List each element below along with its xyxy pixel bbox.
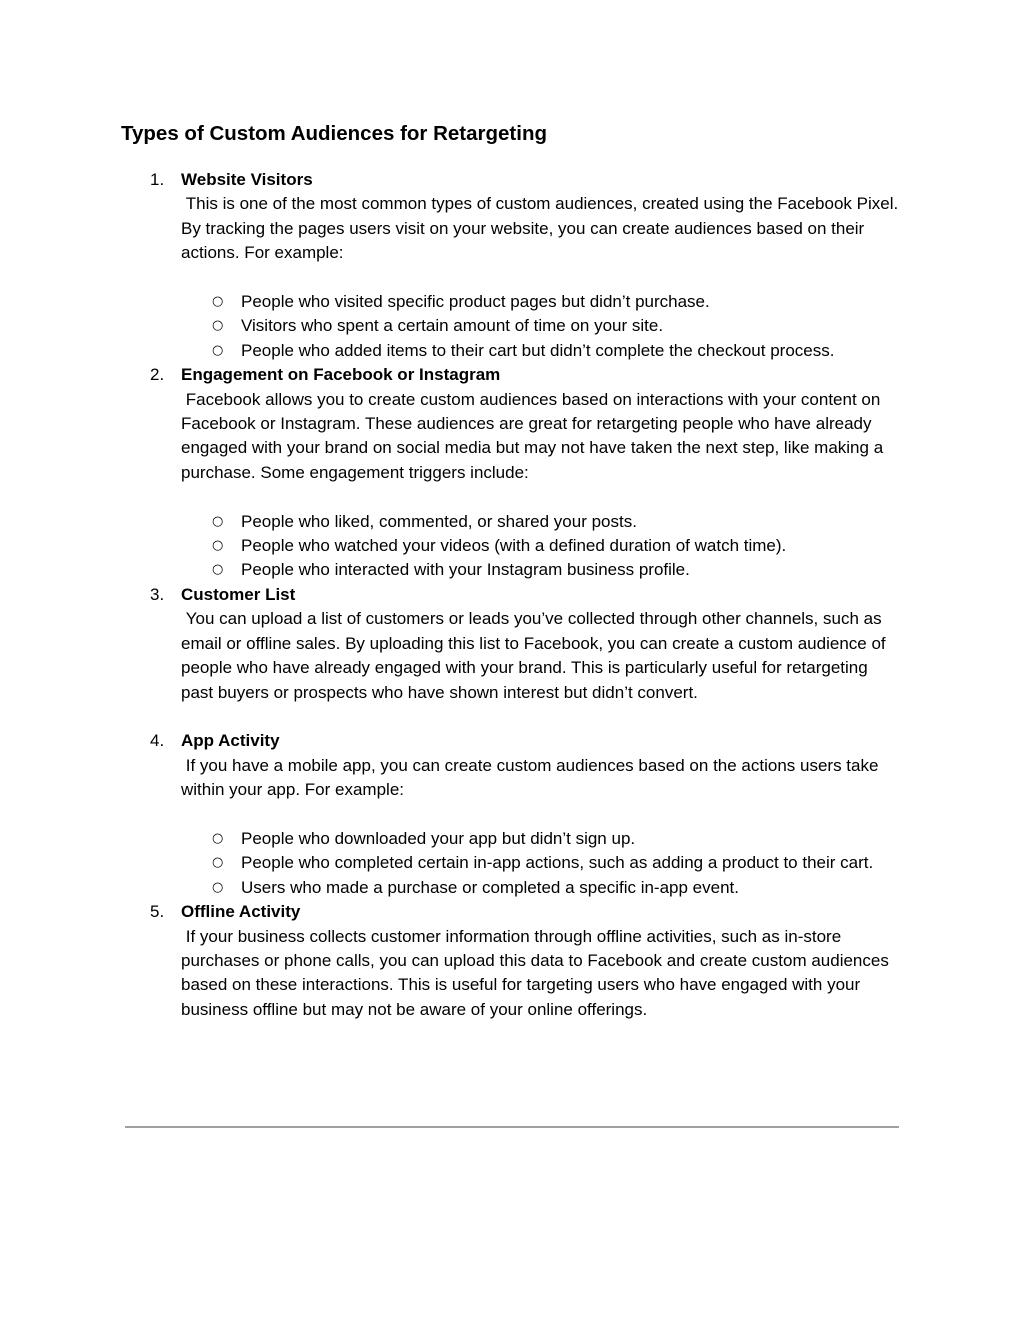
list-item-number: 4. (150, 731, 165, 751)
bullet-marker-icon: ○ (212, 513, 224, 529)
audience-types-list (0, 168, 1024, 1022)
sub-bullet-list (181, 290, 901, 363)
sub-bullet-item (212, 558, 901, 582)
list-item-app-activity (0, 729, 1024, 900)
section-text: This is one of the most common types of custom audiences, created using the Facebook Pixel. By tracking the pages users visit on your website, you can create audiences based on their actions. For example: (181, 194, 903, 263)
sub-bullet-item (212, 827, 901, 851)
list-item-engagement (0, 363, 1024, 583)
section-heading: Website Visitors (181, 170, 313, 189)
list-item-number: 1. (150, 170, 165, 189)
bullet-marker-icon: ○ (212, 562, 224, 578)
list-item-customer-list (0, 583, 1024, 729)
list-item-number: 2. (150, 365, 165, 385)
sub-bullet-item (212, 876, 901, 900)
list-item-website-visitors (0, 168, 1024, 363)
bullet-text: People who added items to their cart but didn’t complete the checkout process. (241, 340, 835, 360)
bullet-marker-icon: ○ (212, 538, 224, 554)
section-text: If your business collects customer information through offline activities, such as in-store purchases or phone calls, you can upload this data to Facebook and create custom audiences based on these interactions. This is useful for targeting users who have engaged with your business offline but may not be aware of your online offerings. (181, 926, 894, 1019)
bullet-marker-icon: ○ (212, 318, 224, 334)
sub-bullet-list (181, 827, 901, 900)
sub-bullet-item (212, 339, 901, 363)
sub-bullet-item (212, 510, 901, 534)
bullet-text: People who completed certain in-app actions, such as adding a product to their cart. (241, 853, 874, 873)
bullet-marker-icon: ○ (212, 855, 224, 871)
list-item-offline-activity (0, 900, 1024, 1022)
bullet-text: People who watched your videos (with a defined duration of watch time). (241, 536, 787, 556)
bullet-text: People who interacted with your Instagram business profile. (241, 560, 690, 580)
sub-bullet-item (212, 534, 901, 558)
section-text: Facebook allows you to create custom audiences based on interactions with your content on Facebook or Instagram. These audiences are great for retargeting people who have already engaged with your brand on social media but may not have taken the next step, like making a purchase. Some engagement triggers include: (181, 389, 888, 482)
list-item-number: 5. (150, 902, 165, 922)
section-text: You can upload a list of customers or leads you’ve collected through other channels, such as email or offline sales. By uploading this list to Facebook, you can create a custom audience of people who have already engaged with your brand. This is particularly useful for retargeting past buyers or prospects who have shown interest but didn’t convert. (181, 609, 891, 702)
bullet-text: People who downloaded your app but didn’t sign up. (241, 828, 636, 848)
bullet-text: Visitors who spent a certain amount of time on your site. (241, 316, 664, 336)
bullet-marker-icon: ○ (212, 294, 224, 310)
sub-bullet-item (212, 851, 901, 875)
document-title: Types of Custom Audiences for Retargeting (121, 122, 547, 145)
horizontal-divider (125, 1126, 899, 1128)
section-text: If you have a mobile app, you can create custom audiences based on the actions users take within your app. For example: (181, 755, 884, 800)
list-item-number: 3. (150, 584, 165, 604)
section-heading: Offline Activity (181, 902, 301, 922)
bullet-text: Users who made a purchase or completed a specific in-app event. (241, 877, 739, 897)
sub-bullet-item (212, 314, 901, 338)
section-heading: Customer List (181, 584, 296, 604)
section-heading: App Activity (181, 731, 280, 751)
bullet-text: People who liked, commented, or shared your posts. (241, 511, 637, 531)
sub-bullet-item (212, 290, 901, 314)
sub-bullet-list (181, 510, 901, 583)
bullet-marker-icon: ○ (212, 879, 224, 895)
bullet-text: People who visited specific product pages but didn’t purchase. (241, 292, 710, 312)
bullet-marker-icon: ○ (212, 830, 224, 846)
bullet-marker-icon: ○ (212, 342, 224, 358)
section-heading: Engagement on Facebook or Instagram (181, 365, 501, 385)
